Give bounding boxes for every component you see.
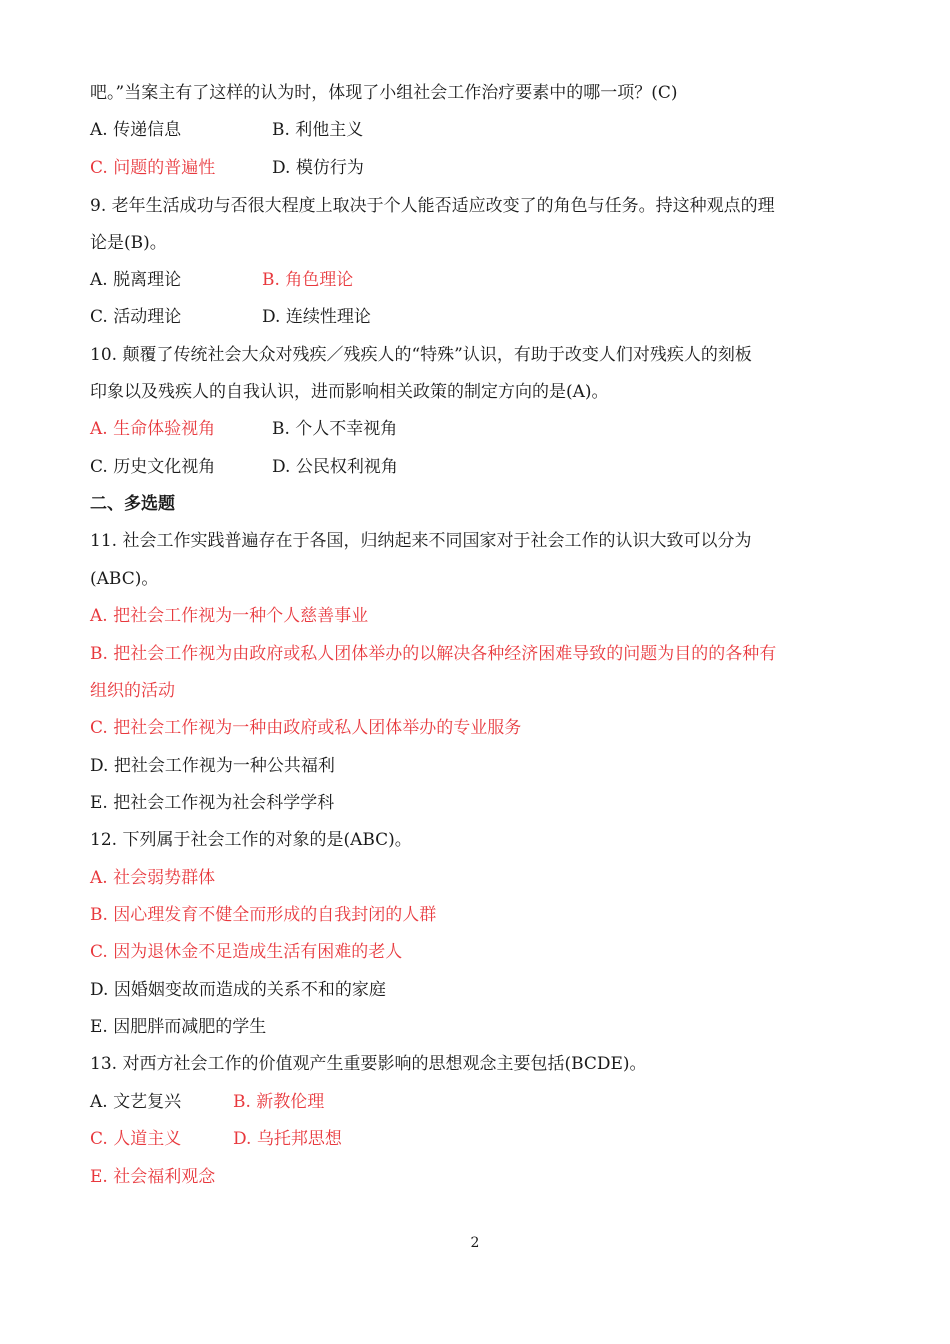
q10-option-d: D. 公民权利视角	[272, 457, 398, 477]
q13-option-c-answer: C. 人道主义	[90, 1129, 182, 1149]
q8-option-c-answer: C. 问题的普遍性	[90, 158, 216, 178]
q13-stem: 13. 对西方社会工作的价值观产生重要影响的思想观念主要包括(BCDE)。	[90, 1054, 647, 1074]
q8-option-b: B. 利他主义	[272, 120, 364, 140]
q9-stem-line2: 论是(B)。	[90, 233, 167, 253]
q9-option-a: A. 脱离理论	[90, 270, 182, 290]
q13-option-a: A. 文艺复兴	[90, 1092, 182, 1112]
q12-option-b-answer: B. 因心理发育不健全而形成的自我封闭的人群	[90, 905, 437, 925]
q13-option-e-answer: E. 社会福利观念	[90, 1167, 216, 1187]
q8-stem: 吧。”当案主有了这样的认为时，体现了小组社会工作治疗要素中的哪一项？(C)	[90, 83, 678, 103]
q13-option-d-answer: D. 乌托邦思想	[233, 1129, 342, 1149]
q12-option-c-answer: C. 因为退休金不足造成生活有困难的老人	[90, 942, 403, 962]
q10-option-b: B. 个人不幸视角	[272, 419, 398, 439]
q8-option-a: A. 传递信息	[90, 120, 182, 140]
q11-option-b-answer-line2: 组织的活动	[90, 681, 175, 701]
q12-option-a-answer: A. 社会弱势群体	[90, 868, 216, 888]
q12-option-e: E. 因肥胖而减肥的学生	[90, 1017, 267, 1037]
q9-option-c: C. 活动理论	[90, 307, 182, 327]
page-number: 2	[470, 1235, 480, 1251]
q9-option-b-answer: B. 角色理论	[262, 270, 354, 290]
q11-stem-line2: (ABC)。	[90, 569, 159, 589]
section-title: 二、多选题	[90, 494, 175, 514]
q11-option-d: D. 把社会工作视为一种公共福利	[90, 756, 335, 776]
q10-option-a-answer: A. 生命体验视角	[90, 419, 216, 439]
q9-option-d: D. 连续性理论	[262, 307, 371, 327]
q10-stem-line1: 10. 颠覆了传统社会大众对残疾／残疾人的“特殊”认识，有助于改变人们对残疾人的刻板	[90, 345, 752, 365]
q11-option-e: E. 把社会工作视为社会科学学科	[90, 793, 335, 813]
q10-option-c: C. 历史文化视角	[90, 457, 216, 477]
q13-option-b-answer: B. 新教伦理	[233, 1092, 325, 1112]
q11-option-b-answer-line1: B. 把社会工作视为由政府或私人团体举办的以解决各种经济困难导致的问题为目的的各种有	[90, 644, 777, 664]
q10-stem-line2: 印象以及残疾人的自我认识，进而影响相关政策的制定方向的是(A)。	[90, 382, 609, 402]
q9-stem-line1: 9. 老年生活成功与否很大程度上取决于个人能否适应改变了的角色与任务。持这种观点的理	[90, 196, 775, 216]
q11-option-c-answer: C. 把社会工作视为一种由政府或私人团体举办的专业服务	[90, 718, 522, 738]
q11-option-a-answer: A. 把社会工作视为一种个人慈善事业	[90, 606, 369, 626]
q11-stem-line1: 11. 社会工作实践普遍存在于各国，归纳起来不同国家对于社会工作的认识大致可以分为	[90, 531, 752, 551]
q12-option-d: D. 因婚姻变故而造成的关系不和的家庭	[90, 980, 386, 1000]
q12-stem: 12. 下列属于社会工作的对象的是(ABC)。	[90, 830, 412, 850]
q8-option-d: D. 模仿行为	[272, 158, 364, 178]
